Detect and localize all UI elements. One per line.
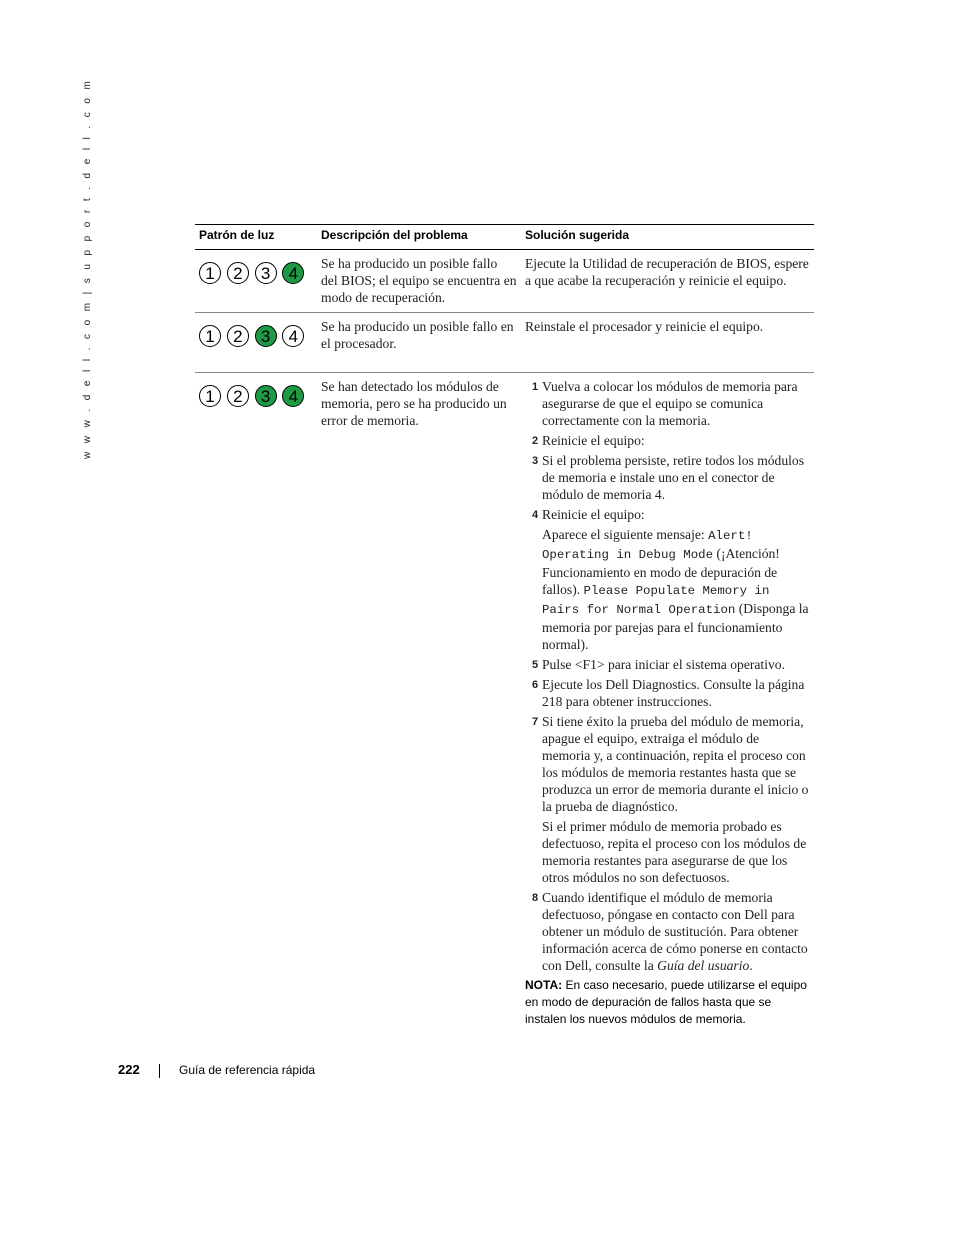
diagnostic-light-1: 1	[199, 385, 221, 407]
step-message	[542, 526, 810, 653]
diagnostic-light-1: 1	[199, 262, 221, 284]
step-text: Ejecute los Dell Diagnostics. Consulte la página 218 para obtener instrucciones.	[542, 677, 805, 709]
note	[525, 977, 810, 1028]
note-label: NOTA:	[525, 978, 563, 992]
step-end: .	[749, 958, 753, 973]
message-suffix: (Disponga la memoria por parejas para el funcionamiento normal).	[542, 601, 809, 652]
diagnostic-light-4: 4	[282, 262, 304, 284]
diagnostic-light-4: 4	[282, 385, 304, 407]
header-suggested-solution: Solución sugerida	[521, 225, 814, 250]
suggested-solution: Reinstale el procesador y reinicie el equipo.	[525, 319, 764, 334]
diagnostic-lights	[199, 378, 313, 407]
step-item	[525, 656, 810, 673]
diagnostic-light-3: 3	[255, 262, 277, 284]
step-item	[525, 506, 810, 653]
diagnostic-light-3: 3	[255, 325, 277, 347]
diagnostic-light-2: 2	[227, 262, 249, 284]
problem-description: Se han detectado los módulos de memoria, pero se ha producido un error de memoria.	[317, 373, 521, 1035]
light-pattern-cell	[195, 250, 317, 313]
step-item	[525, 713, 810, 886]
message-translation: (¡Atención! Funcionamiento en modo de depuración de fallos).	[542, 546, 780, 597]
problem-description: Se ha producido un posible fallo en el procesador.	[321, 319, 514, 351]
step-number: 6	[532, 679, 539, 691]
suggested-solution: Ejecute la Utilidad de recuperación de BIOS, espere a que acabe la recuperación y reinicie el equipo.	[521, 250, 814, 313]
diagnostic-light-1: 1	[199, 325, 221, 347]
step-text: Reinicie el equipo:	[542, 507, 645, 522]
step-number: 7	[532, 716, 539, 728]
step-number: 5	[532, 659, 539, 671]
step-text: Reinicie el equipo:	[542, 433, 645, 448]
table-header-row	[195, 225, 814, 250]
step-number: 8	[532, 892, 539, 904]
table-row	[195, 313, 814, 359]
step-item	[525, 452, 810, 503]
table-row	[195, 250, 814, 313]
header-light-pattern: Patrón de luz	[195, 225, 317, 250]
diagnostic-lights	[199, 255, 313, 284]
note-text: En caso necesario, puede utilizarse el equipo en modo de depuración de fallos hasta que se instalen los nuevos módulos de memoria.	[525, 978, 807, 1026]
page-number: 222	[118, 1062, 140, 1077]
step-text: Cuando identifique el módulo de memoria defectuoso, póngase en contacto con Dell para obtener un módulo de sustitución. Para obtener información acerca de cómo ponerse en contacto con Dell, consulte la	[542, 890, 808, 973]
step-number: 3	[532, 455, 539, 467]
footer-divider	[159, 1064, 160, 1078]
side-url: w w w . d e l l . c o m | s u p p o r t . d e l l . c o m	[82, 78, 93, 459]
step-item	[525, 432, 810, 449]
user-guide-ref: Guía del usuario	[657, 958, 750, 973]
step-text: Si tiene éxito la prueba del módulo de memoria, apague el equipo, extraiga el módulo de memoria y, a continuación, repita el proceso con los módulos de memoria restantes hasta que se produzca un error de memoria durante el inicio o la prueba de diagnóstico.	[542, 714, 809, 814]
step-item	[525, 676, 810, 710]
alert-code: Alert! Operating in Debug Mode	[542, 529, 753, 562]
populate-code: Please Populate Memory in Pairs for Normal Operation	[542, 584, 770, 617]
step-number: 4	[532, 509, 539, 521]
suggested-solution	[521, 373, 814, 1035]
step-item	[525, 378, 810, 429]
message-prefix: Aparece el siguiente mensaje:	[542, 527, 709, 542]
diagnostic-light-4: 4	[282, 325, 304, 347]
step-number: 2	[532, 435, 539, 447]
problem-description: Se ha producido un posible fallo del BIOS; el equipo se encuentra en modo de recuperación.	[317, 250, 521, 313]
light-pattern-cell	[195, 373, 317, 1035]
light-pattern-cell	[195, 313, 317, 359]
step-number: 1	[532, 381, 539, 393]
step-text: Si el problema persiste, retire todos los módulos de memoria e instale uno en el conector de módulo de memoria 4.	[542, 453, 805, 502]
document-title: Guía de referencia rápida	[179, 1063, 316, 1077]
step-text: Pulse <F1> para iniciar el sistema operativo.	[542, 657, 785, 672]
diagnostic-light-2: 2	[227, 325, 249, 347]
step-item	[525, 889, 810, 974]
diagnostic-light-3: 3	[255, 385, 277, 407]
diagnostic-light-2: 2	[227, 385, 249, 407]
row-spacer	[195, 358, 814, 373]
led-pattern-table	[195, 224, 814, 1034]
table-row	[195, 373, 814, 1035]
solution-steps	[525, 378, 810, 974]
step-extra: Si el primer módulo de memoria probado es defectuoso, repita el proceso con los módulos de memoria restantes para asegurarse de que los otros módulos no son defectuosos.	[542, 819, 807, 885]
step-text: Vuelva a colocar los módulos de memoria para asegurarse de que el equipo se comunica correctamente con la memoria.	[542, 379, 798, 428]
header-problem-description: Descripción del problema	[317, 225, 521, 250]
diagnostic-lights	[199, 318, 313, 347]
